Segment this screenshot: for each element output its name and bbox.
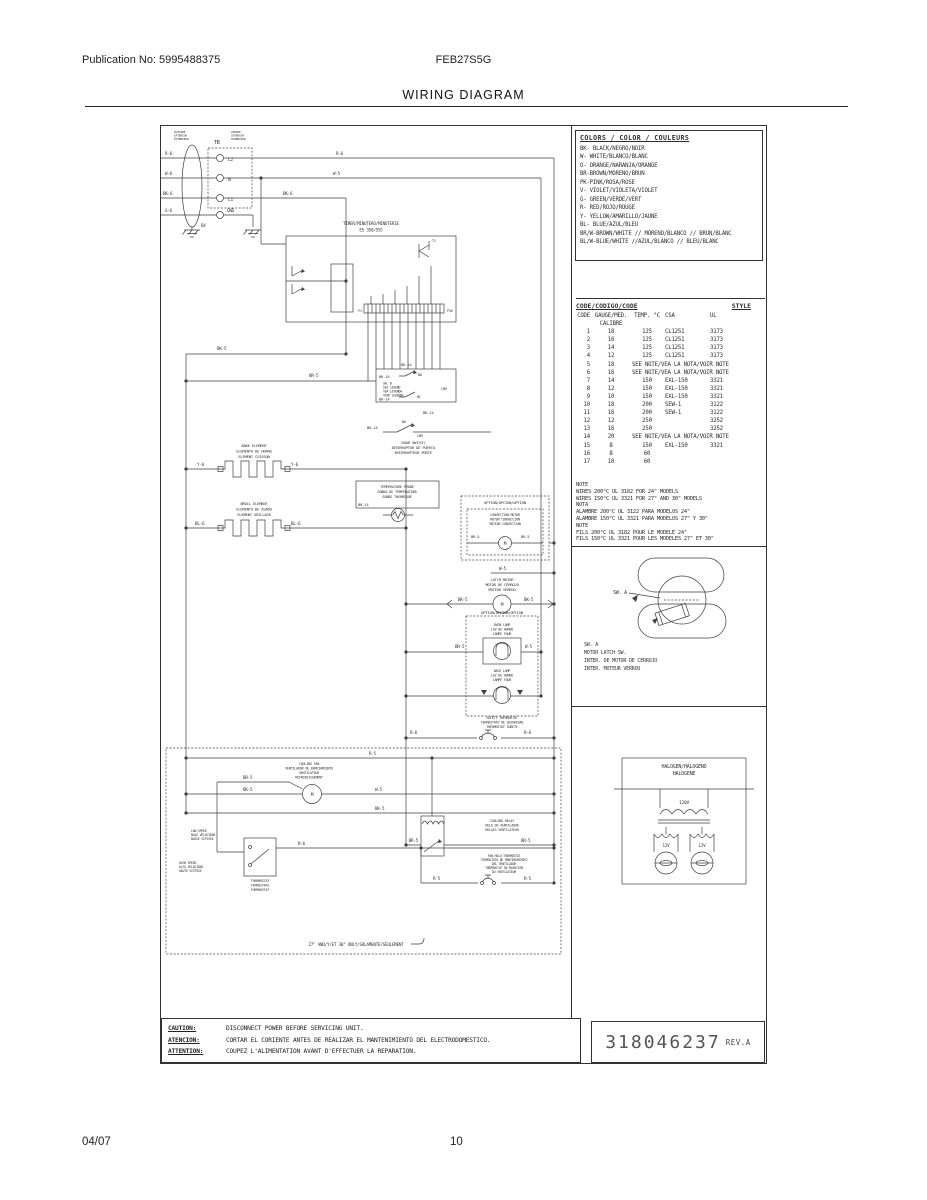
legend-column xyxy=(571,126,766,1019)
svg-text:LOW SPEED: LOW SPEED xyxy=(191,829,207,833)
svg-text:BR-5: BR-5 xyxy=(521,838,531,843)
svg-text:BK-6: BK-6 xyxy=(283,191,293,196)
motor-m: M xyxy=(503,542,507,547)
note-line: WIRES 200°C UL 3182 FOR 24" MODELS xyxy=(576,488,678,495)
color-legend-item: BR-BROWN/MORENO/BRUN xyxy=(580,171,645,177)
svg-text:W-6: W-6 xyxy=(165,171,172,176)
publication-number: Publication No: 5995488375 xyxy=(82,54,221,66)
option-label: OPTION/OPCION/OPTION xyxy=(484,500,526,505)
lamp-icon xyxy=(496,643,508,656)
svg-text:SONDE THERMIQUE: SONDE THERMIQUE xyxy=(382,495,412,499)
svg-text:BL-6: BL-6 xyxy=(195,521,205,526)
thermostat-icon xyxy=(482,875,494,882)
svg-text:RELE DE VENTILADOR: RELE DE VENTILADOR xyxy=(485,823,519,828)
svg-text:W-5: W-5 xyxy=(333,171,340,176)
code-table-row: 14 20 SEE NOTE/VEA LA NOTA/VOIR NOTE xyxy=(583,434,729,441)
sw-a-pointer: SW. A xyxy=(612,590,627,596)
svg-text:ES 350/555: ES 350/555 xyxy=(359,227,383,233)
note-line: NOTE xyxy=(576,522,588,529)
svg-text:BK-14: BK-14 xyxy=(367,425,378,430)
svg-text:HIGH SPEED: HIGH SPEED xyxy=(179,861,197,865)
part-revision: REV.A xyxy=(725,1037,751,1047)
svg-text:SONDA DE TEMPERATURA: SONDA DE TEMPERATURA xyxy=(377,490,417,494)
cooling-fan-section xyxy=(166,748,561,954)
t1-label: T1 xyxy=(432,239,436,243)
colors-legend-title: COLORS / COLOR / COULEURS xyxy=(580,134,690,142)
bx-label: BX xyxy=(201,223,206,228)
svg-text:TEMPERATURE PROBE: TEMPERATURE PROBE xyxy=(380,485,414,489)
svg-text:ELEMENT GRILLAGE: ELEMENT GRILLAGE xyxy=(237,512,271,517)
svg-text:G-6: G-6 xyxy=(165,208,172,213)
svg-text:BACK LAMP: BACK LAMP xyxy=(493,669,511,673)
terminal-n-label: N xyxy=(228,178,231,183)
svg-text:ALTA VELOCIDAD: ALTA VELOCIDAD xyxy=(179,865,204,869)
ground-icon xyxy=(244,230,262,237)
note-line: FILS 200°C UL 3182 POUR LE MODELE 24" xyxy=(576,529,687,536)
page-title: WIRING DIAGRAM xyxy=(402,88,525,102)
svg-text:INTERRUPTEUR PORTE: INTERRUPTEUR PORTE xyxy=(394,450,432,455)
timer-box xyxy=(286,221,456,322)
fan-hold-thermostat xyxy=(433,854,532,885)
outside-label: OUTSIDE xyxy=(174,130,186,134)
divider xyxy=(572,706,766,707)
svg-text:VEA LEYENDA: VEA LEYENDA xyxy=(383,389,402,394)
svg-text:FAN HOLD THERMOSTAT: FAN HOLD THERMOSTAT xyxy=(487,854,521,858)
svg-text:MOTEUR VERROU: MOTEUR VERROU xyxy=(488,587,516,592)
relay-coil-icon xyxy=(422,821,444,852)
transformer-primary-icon xyxy=(660,810,708,815)
code-table-row: 9 10 150 EXL-150 3321 xyxy=(586,393,723,400)
svg-text:BK-5: BK-5 xyxy=(524,597,534,602)
svg-text:NO: NO xyxy=(418,373,422,377)
terminal-l2-label: L2 xyxy=(228,158,234,163)
transformer-secondary-icon xyxy=(654,834,714,838)
svg-text:COOLING RELAY: COOLING RELAY xyxy=(490,819,514,823)
svg-text:BK-5: BK-5 xyxy=(243,787,253,792)
safety-thermostat xyxy=(410,716,532,740)
svg-text:THERMOSTAT SURETE: THERMOSTAT SURETE xyxy=(486,725,518,729)
lamp-icon xyxy=(496,687,508,700)
inside-label: INSIDE xyxy=(231,130,241,134)
svg-text:Y-6: Y-6 xyxy=(197,462,204,467)
svg-text:BR-5: BR-5 xyxy=(408,838,418,843)
pin-p16-label: P16 xyxy=(447,309,453,313)
svg-text:W-5: W-5 xyxy=(499,566,506,571)
code-table-header: CODE GAUGE/MED. TEMP. °C CSA UL xyxy=(577,313,717,319)
svg-text:INTERIOR: INTERIOR xyxy=(231,133,244,138)
svg-text:TERMOSTATO DE MANTENIMIENTO: TERMOSTATO DE MANTENIMIENTO xyxy=(480,858,528,862)
svg-text:R-6: R-6 xyxy=(410,730,417,735)
primary-voltage: 120V xyxy=(678,801,690,806)
code-table-row: 2 16 125 CL1251 3173 xyxy=(586,337,723,344)
colors-legend xyxy=(575,130,763,261)
svg-text:CONVECTION MOTOR: CONVECTION MOTOR xyxy=(490,513,520,517)
svg-text:LATCH MOTOR: LATCH MOTOR xyxy=(490,577,514,582)
svg-text:R-5: R-5 xyxy=(433,876,440,881)
svg-text:BR-5: BR-5 xyxy=(309,373,319,378)
caution-row: ATTENTION: COUPEZ L'ALIMENTATION AVANT D'EFFECTUER LA REPARATION. xyxy=(168,1048,417,1055)
timer-title: TIMER/MINUTERO/MINUTERIE xyxy=(343,221,399,226)
svg-text:R-6: R-6 xyxy=(298,841,305,846)
color-legend-item: BR/W-BROWN/WHITE // MORENO/BLANCO // BRUN/BLANC xyxy=(580,230,732,237)
code-table-row: 16 8 60 xyxy=(583,450,651,457)
svg-text:BROIL ELEMENT: BROIL ELEMENT xyxy=(240,501,268,506)
svg-text:BK-5: BK-5 xyxy=(217,346,227,351)
size-only-note: 27" AND/Y/ET 30" ONLY/SOLAMENTE/SEULEMENT xyxy=(308,942,404,947)
svg-text:BR-5: BR-5 xyxy=(455,644,465,649)
svg-text:BAJA VELOCIDAD: BAJA VELOCIDAD xyxy=(191,833,216,837)
svg-text:COOLING FAN: COOLING FAN xyxy=(298,762,320,766)
code-table-subheader: CALIBRE xyxy=(599,321,623,328)
code-table-row: 8 12 150 EXL-150 3321 xyxy=(586,385,723,392)
svg-text:M: M xyxy=(310,793,314,798)
title-rule xyxy=(85,106,848,107)
notes xyxy=(576,482,765,543)
svg-text:RELAIS VENTILATEUR: RELAIS VENTILATEUR xyxy=(485,828,519,832)
svg-text:M: M xyxy=(500,603,504,608)
tb-label: TB xyxy=(214,140,220,146)
caution-row: ATENCION: CORTAR EL CORIENTE ANTES DE REALIZAR EL MANTENIMIENTO DEL ELECTRODOMESTICO. xyxy=(168,1036,491,1044)
svg-text:HAUTE VITESSE: HAUTE VITESSE xyxy=(179,869,202,873)
svg-text:REFROIDISSEMENT: REFROIDISSEMENT xyxy=(295,775,323,780)
svg-text:BK-14: BK-14 xyxy=(423,410,434,415)
code-table-row: 1 18 125 CL1251 3173 xyxy=(586,329,723,336)
svg-text:BL-6: BL-6 xyxy=(291,521,301,526)
color-legend-item: PK-PINK/ROSA/ROSE xyxy=(580,179,635,186)
svg-text:INTERRUPTOR DE PUERTA: INTERRUPTOR DE PUERTA xyxy=(391,445,435,450)
thermostat-icon xyxy=(481,730,495,737)
temperature-probe xyxy=(356,481,439,522)
svg-text:R-6: R-6 xyxy=(336,151,343,156)
code-table-title: CODE/CODIGO/CODE xyxy=(576,302,638,310)
code-table-row: 10 18 200 SEW-1 3122 xyxy=(583,402,723,409)
code-table-row: 11 16 200 SEW-1 3122 xyxy=(583,410,723,417)
svg-text:R-6: R-6 xyxy=(165,151,172,156)
svg-text:DU VENTILATEUR: DU VENTILATEUR xyxy=(491,870,517,874)
svg-text:LUZ DE HORNO: LUZ DE HORNO xyxy=(490,673,514,678)
note-line: NOTE xyxy=(576,482,588,488)
colors-legend-list xyxy=(580,145,758,247)
ground-icon xyxy=(183,230,201,237)
pin-p1-label: P1 xyxy=(358,309,362,313)
svg-text:SEE LEGEND: SEE LEGEND xyxy=(383,385,401,390)
door-switch xyxy=(367,362,456,455)
svg-text:W-5: W-5 xyxy=(525,644,532,649)
code-table-row: 12 12 250 3252 xyxy=(583,418,723,425)
color-legend-item: V- VIOLET/VIOLETA/VIOLET xyxy=(580,188,658,194)
terminal-block xyxy=(174,130,261,237)
svg-text:BK-14: BK-14 xyxy=(401,362,412,367)
terminal-l1-label: L1 xyxy=(228,198,234,203)
svg-text:HALOGENE: HALOGENE xyxy=(672,771,696,777)
svg-text:THERMOSTAT: THERMOSTAT xyxy=(250,879,270,883)
code-table-body xyxy=(576,328,765,466)
diagram-frame xyxy=(160,125,767,1064)
svg-text:VENTILADOR DE ENFRIAMIENTO: VENTILADOR DE ENFRIAMIENTO xyxy=(285,766,333,771)
svg-text:INTERIEUR: INTERIEUR xyxy=(231,137,246,142)
svg-text:THERMOSTAT: THERMOSTAT xyxy=(250,888,270,892)
svg-text:ELEMENTO DE ASADO: ELEMENTO DE ASADO xyxy=(236,506,272,512)
footer-page-number: 10 xyxy=(450,1136,463,1148)
code-table-row: 13 16 250 3252 xyxy=(583,426,723,433)
svg-text:INTER. DE MOTOR DE CERROJO: INTER. DE MOTOR DE CERROJO xyxy=(584,658,658,664)
color-legend-item: Y- YELLOW/AMARILLO/JAUNE xyxy=(580,213,658,220)
svg-text:TERMOSTATO DE SEGURIDAD: TERMOSTATO DE SEGURIDAD xyxy=(480,720,524,725)
svg-text:BK-6: BK-6 xyxy=(163,191,173,196)
svg-text:OPTION/OPCION/OPTION: OPTION/OPCION/OPTION xyxy=(481,610,523,615)
code-table-row: 17 10 60 xyxy=(583,458,651,465)
svg-text:LAMPE FOUR: LAMPE FOUR xyxy=(492,678,512,682)
code-table-row: 7 14 150 EXL-150 3321 xyxy=(586,377,723,384)
note-line: NOTA xyxy=(576,502,588,509)
note-line: ALAMBRE 200°C UL 3122 PARA MODELOS 24" xyxy=(576,509,690,516)
svg-text:BR-5: BR-5 xyxy=(243,775,253,780)
svg-text:LAMPE FOUR: LAMPE FOUR xyxy=(492,632,512,636)
junction-dots xyxy=(184,176,555,884)
svg-text:INTER. MOTEUR VERROU: INTER. MOTEUR VERROU xyxy=(584,666,641,672)
svg-text:DEL VENTILADOR: DEL VENTILADOR xyxy=(491,862,517,866)
svg-text:EXTERIEUR: EXTERIEUR xyxy=(174,137,189,142)
svg-text:SAFETY THERMOSTAT: SAFETY THERMOSTAT xyxy=(486,716,518,720)
cooling-relay xyxy=(409,816,531,856)
svg-text:BK-14: BK-14 xyxy=(358,502,369,507)
svg-text:R-5: R-5 xyxy=(524,876,531,881)
svg-text:TERMOSTATO: TERMOSTATO xyxy=(250,883,270,888)
svg-text:BK-14: BK-14 xyxy=(379,396,390,402)
code-table-row: 3 14 125 CL1251 3173 xyxy=(586,345,723,352)
part-number-box xyxy=(591,1021,765,1063)
color-legend-item: BL/W-BLUE/WHITE //AZUL/BLANCO // BLEU/BLANC xyxy=(580,239,719,245)
note-line: WIRES 150°C UL 3321 FOR 27" AND 30" MODELS xyxy=(576,495,702,502)
svg-text:SW. B: SW. B xyxy=(383,381,392,386)
svg-text:12V: 12V xyxy=(698,843,706,848)
secondary-voltage: 12V xyxy=(662,843,670,848)
svg-text:VENTILATEUR: VENTILATEUR xyxy=(298,771,320,775)
oven-lamps-option xyxy=(455,610,538,716)
halogen-title: HALOGEN/HALOGENO xyxy=(661,764,707,770)
latch-caption: SW. A xyxy=(584,642,599,648)
schematic-svg xyxy=(161,126,571,1019)
caution-note xyxy=(161,1018,581,1063)
code-table-row: 4 12 125 CL1251 3173 xyxy=(586,353,723,360)
svg-text:ELEMENTO DE HORNO: ELEMENTO DE HORNO xyxy=(236,448,272,454)
part-number: 318046237 xyxy=(605,1031,721,1053)
svg-text:THERMOSTAT DE MAINTIEN: THERMOSTAT DE MAINTIEN xyxy=(485,866,523,870)
latch-motor-sketch xyxy=(572,548,766,704)
svg-text:BR-5: BR-5 xyxy=(471,534,480,539)
color-legend-item: BK- BLACK/NEGRO/NOIR xyxy=(580,145,645,152)
svg-text:R-5: R-5 xyxy=(369,751,376,756)
svg-text:BK-5: BK-5 xyxy=(458,597,468,602)
wire-labels xyxy=(163,151,344,378)
color-legend-item: O- ORANGE/NARANJA/ORANGE xyxy=(580,162,658,169)
divider xyxy=(572,546,766,547)
svg-text:NO: NO xyxy=(402,420,406,424)
svg-text:MOTOR LATCH SW.: MOTOR LATCH SW. xyxy=(584,650,627,656)
caution-row: CAUTION: DISCONNECT POWER BEFORE SERVICING UNIT. xyxy=(168,1025,364,1032)
svg-text:BK-5: BK-5 xyxy=(375,806,385,811)
svg-text:LUZ DE HORNO: LUZ DE HORNO xyxy=(490,627,514,632)
svg-text:ELEMENT CUISSON: ELEMENT CUISSON xyxy=(238,454,270,459)
convection-motor-option xyxy=(461,496,549,560)
color-legend-item: G- GREEN/VERDE/VERT xyxy=(580,196,642,203)
svg-text:BASSE VITESSE: BASSE VITESSE xyxy=(191,837,214,841)
footer-date: 04/07 xyxy=(82,1136,111,1148)
door-switch-caption: DOOR SWITCH xyxy=(401,440,425,445)
svg-text:NC: NC xyxy=(417,395,421,399)
svg-text:VOIR LEGENDE: VOIR LEGENDE xyxy=(383,393,404,398)
svg-text:Y-6: Y-6 xyxy=(291,462,298,467)
model-number: FEB27S5G xyxy=(435,54,492,66)
code-table-row: 6 16 SEE NOTE/VEA LA NOTA/VOIR NOTE xyxy=(586,369,729,376)
svg-text:BK-14: BK-14 xyxy=(379,374,390,379)
svg-text:COM: COM xyxy=(417,434,423,438)
broil-element xyxy=(195,501,301,536)
svg-text:R-6: R-6 xyxy=(524,730,531,735)
color-legend-item: BL- BLUE/AZUL/BLEU xyxy=(580,222,639,228)
halogen-lamp-sketch xyxy=(614,754,754,894)
code-table-row: 15 8 150 EXL-150 3321 xyxy=(583,442,723,449)
svg-text:EXTERIOR: EXTERIOR xyxy=(174,133,187,138)
wire-code-table xyxy=(576,298,765,466)
svg-text:MOTOR CONVECCION: MOTOR CONVECCION xyxy=(490,517,520,522)
svg-text:OVEN LAMP: OVEN LAMP xyxy=(493,623,511,627)
color-legend-item: W- WHITE/BLANCO/BLANC xyxy=(580,154,648,160)
svg-text:BR-5: BR-5 xyxy=(521,534,530,539)
fan-speed-switch xyxy=(179,829,306,892)
svg-text:COM: COM xyxy=(441,387,447,391)
bake-element xyxy=(197,443,299,477)
code-table-style-title: STYLE xyxy=(731,302,751,310)
svg-text:W-5: W-5 xyxy=(375,787,382,792)
svg-text:BAKE ELEMENT: BAKE ELEMENT xyxy=(241,443,267,448)
note-line: ALAMBRE 150°C UL 3321 PARA MODELOS 27" Y 30" xyxy=(576,515,708,522)
note-line: FILS 150°C UL 3321 POUR LES MODELES 27" ET 30" xyxy=(576,536,714,543)
terminal-gnd-label: GND xyxy=(227,208,234,213)
svg-text:MOTEUR CONVECTION: MOTEUR CONVECTION xyxy=(489,522,521,526)
code-table-row: 5 18 SEE NOTE/VEA LA NOTA/VOIR NOTE xyxy=(586,361,729,368)
svg-text:MOTOR DE CERROJO: MOTOR DE CERROJO xyxy=(485,582,519,587)
color-legend-item: R- RED/ROJO/ROUGE xyxy=(580,205,635,211)
